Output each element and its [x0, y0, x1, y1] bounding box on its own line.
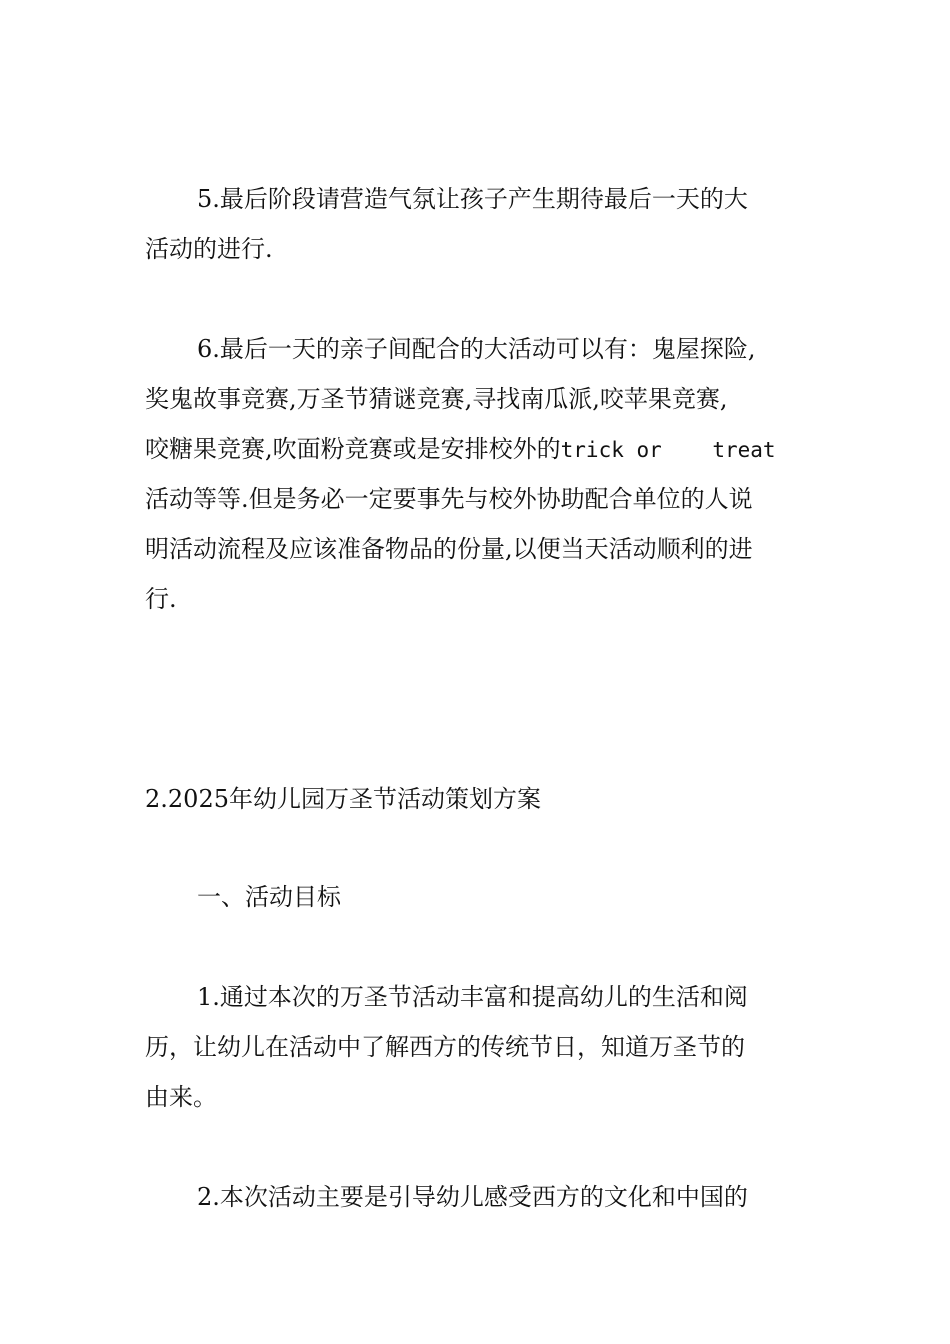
- paragraph-line: 活动等等.但是务必一定要事先与校外协助配合单位的人说: [145, 485, 753, 513]
- paragraph-5: [145, 174, 807, 274]
- heading-text: 一、活动目标: [197, 883, 341, 911]
- paragraph-1: [145, 972, 807, 1122]
- paragraph-line: 历，让幼儿在活动中了解西方的传统节日，知道万圣节的: [145, 1033, 745, 1061]
- english-phrase: trick or treat: [560, 438, 776, 462]
- paragraph-2: [145, 1172, 807, 1222]
- paragraph-6: [145, 324, 807, 624]
- paragraph-line-mixed: [145, 424, 807, 474]
- paragraph-line: 奖鬼故事竞赛,万圣节猜谜竞赛,寻找南瓜派,咬苹果竞赛,: [145, 385, 728, 413]
- paragraph-line: 1.通过本次的万圣节活动丰富和提高幼儿的生活和阅: [197, 983, 748, 1011]
- paragraph-line: 6.最后一天的亲子间配合的大活动可以有：鬼屋探险,: [197, 335, 756, 363]
- paragraph-line-text: 咬糖果竞赛,吹面粉竞赛或是安排校外的: [145, 435, 561, 463]
- section-title-text: 2.2025年幼儿园万圣节活动策划方案: [145, 785, 541, 813]
- paragraph-line: 由来。: [145, 1083, 217, 1111]
- paragraph-line: 明活动流程及应该准备物品的份量,以便当天活动顺利的进: [145, 535, 753, 563]
- paragraph-line: 活动的进行.: [145, 235, 273, 263]
- paragraph-line: 行.: [145, 585, 177, 613]
- section-title: [145, 774, 807, 824]
- paragraph-line: 2.本次活动主要是引导幼儿感受西方的文化和中国的: [197, 1183, 748, 1211]
- heading-objectives: [145, 872, 807, 922]
- paragraph-line: 5.最后阶段请营造气氛让孩子产生期待最后一天的大: [197, 185, 748, 213]
